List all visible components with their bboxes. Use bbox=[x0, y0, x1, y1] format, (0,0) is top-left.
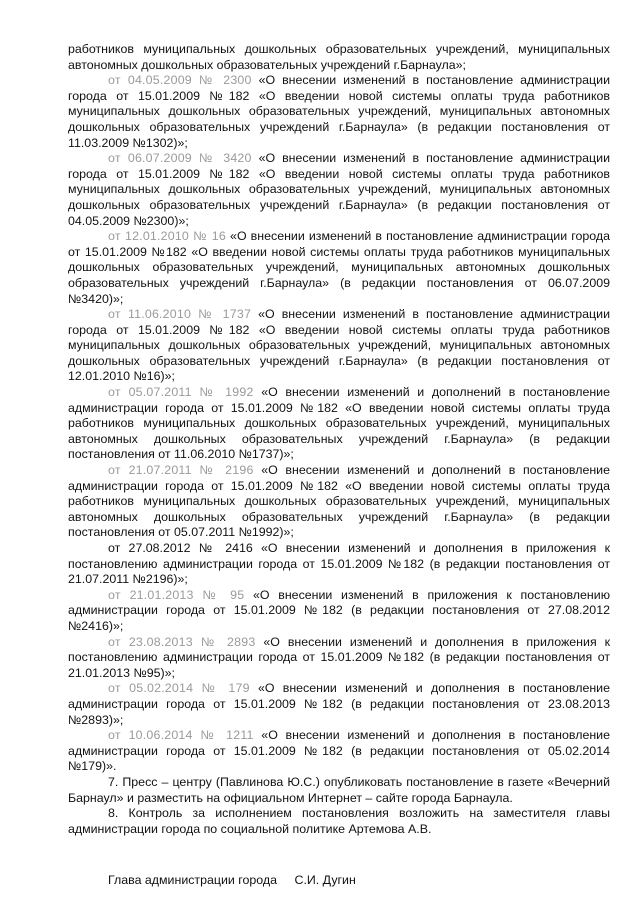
paragraph bbox=[68, 385, 610, 463]
paragraph-text: «О внесении изменений и дополнений в постановление администрации города от 15.01.2009 №182 «О введении новой системы оплаты труда работников муниципальных дошкольных образовательных учреждений, муниципальных автономных дошкольных образовательных учреждений г.Барнаула» (в редакции постановления от 11.06.2010 №1737)»; bbox=[68, 385, 610, 462]
paragraph bbox=[68, 151, 610, 229]
signature-line bbox=[68, 873, 610, 889]
document-reference: от 21.01.2013 № 95 bbox=[108, 587, 245, 602]
signature-name: С.И. Дугин bbox=[294, 872, 356, 887]
paragraph-text: «О внесении изменений и дополнения в приложения к постановлению администрации города от 15.01.2009 №182 (в редакции постановления от 21.01.2013 №95)»; bbox=[68, 634, 610, 680]
paragraph bbox=[68, 42, 610, 73]
paragraph bbox=[68, 307, 610, 385]
paragraph bbox=[68, 73, 610, 151]
paragraph bbox=[68, 806, 610, 837]
paragraph bbox=[68, 541, 610, 588]
document-reference: от 21.07.2011 № 2196 bbox=[108, 463, 254, 478]
paragraph-text: «О внесении изменений в постановление администрации города от 15.01.2009 №182 «О введении новой системы оплаты труда работников муниципальных дошкольных образовательных учреждений, муниципальных автономных дошкольных образовательных учреждений г.Барнаула» (в редакции постановления от 06.07.2009 №3420)»; bbox=[68, 229, 611, 306]
paragraph-text: «О внесении изменений в постановление администрации города от 15.01.2009 №182 «О введении новой системы оплаты труда работников муниципальных дошкольных образовательных учреждений, муниципальных автономных дошкольных образовательных учреждений г.Барнаула» (в редакции постановления от 11.03.2009 №1302)»; bbox=[68, 73, 611, 150]
document-reference: от 12.01.2010 № 16 bbox=[108, 229, 226, 244]
paragraph bbox=[68, 635, 610, 682]
paragraph bbox=[68, 229, 610, 307]
paragraph bbox=[68, 775, 610, 806]
document-reference: от 05.02.2014 № 179 bbox=[108, 681, 250, 696]
document-reference: от 10.06.2014 № 1211 bbox=[108, 728, 254, 743]
spacer bbox=[68, 837, 610, 853]
document-reference: от 23.08.2013 № 2893 bbox=[108, 634, 256, 649]
document-page bbox=[68, 42, 610, 888]
document-body bbox=[68, 42, 610, 837]
paragraph-text: 8. Контроль за исполнением постановления возложить на заместителя главы администрации города по социальной политике Артемова А.В. bbox=[68, 806, 610, 836]
document-reference: от 04.05.2009 № 2300 bbox=[108, 73, 252, 88]
document-reference: от 06.07.2009 № 3420 bbox=[108, 151, 252, 166]
paragraph-text: 7. Пресс – центру (Павлинова Ю.С.) опубликовать постановление в газете «Вечерний Барнаул» и разместить на официальном Интернет – сайте города Барнаула. bbox=[68, 774, 610, 805]
paragraph-text: «О внесении изменений в постановление администрации города от 15.01.2009 №182 «О введении новой системы оплаты труда работников муниципальных дошкольных образовательных учреждений, муниципальных автономных дошкольных образовательных учреждений г.Барнаула» (в редакции постановления от 12.01.2010 №16)»; bbox=[68, 307, 610, 384]
signature-title: Глава администрации города bbox=[108, 872, 278, 887]
paragraph bbox=[68, 681, 610, 728]
paragraph-text: работников муниципальных дошкольных образовательных учреждений, муниципальных автономных дошкольных образовательных учреждений г.Барнаула»; bbox=[68, 42, 610, 72]
paragraph-text: «О внесении изменений и дополнения в постановление администрации города от 15.01.2009 №182 (в редакции постановления от 23.08.2013 №2893)»; bbox=[68, 681, 610, 727]
paragraph-text: «О внесении изменений в постановление администрации города от 15.01.2009 №182 «О введении новой системы оплаты труда работников муниципальных дошкольных образовательных учреждений, муниципальных автономных дошкольных образовательных учреждений г.Барнаула» (в редакции постановления от 04.05.2009 №2300)»; bbox=[68, 151, 611, 228]
paragraph bbox=[68, 588, 610, 635]
paragraph-text: «О внесении изменений и дополнения в постановление администрации города от 15.01.2009 №182 (в редакции постановления от 05.02.2014 №179)». bbox=[68, 728, 610, 774]
paragraph bbox=[68, 463, 610, 541]
paragraph bbox=[68, 728, 610, 775]
paragraph-text: «О внесении изменений и дополнений в постановление администрации города от 15.01.2009 №182 «О введении новой системы оплаты труда работников муниципальных дошкольных образовательных учреждений, муниципальных автономных дошкольных образовательных учреждений г.Барнаула» (в редакции постановления от 05.07.2011 №1992)»; bbox=[68, 463, 610, 540]
paragraph-text: «О внесении изменений в приложения к постановлению администрации города от 15.01.2009 №182 (в редакции постановления от 27.08.2012 №2416)»; bbox=[68, 587, 610, 633]
document-reference: от 05.07.2011 № 1992 bbox=[108, 385, 254, 400]
paragraph-text: от 27.08.2012 № 2416 «О внесении изменений и дополнения в приложения к постановлению администрации города от 15.01.2009 №182 (в редакции постановления от 21.07.2011 №2196)»; bbox=[68, 541, 610, 587]
document-reference: от 11.06.2010 № 1737 bbox=[108, 307, 252, 322]
